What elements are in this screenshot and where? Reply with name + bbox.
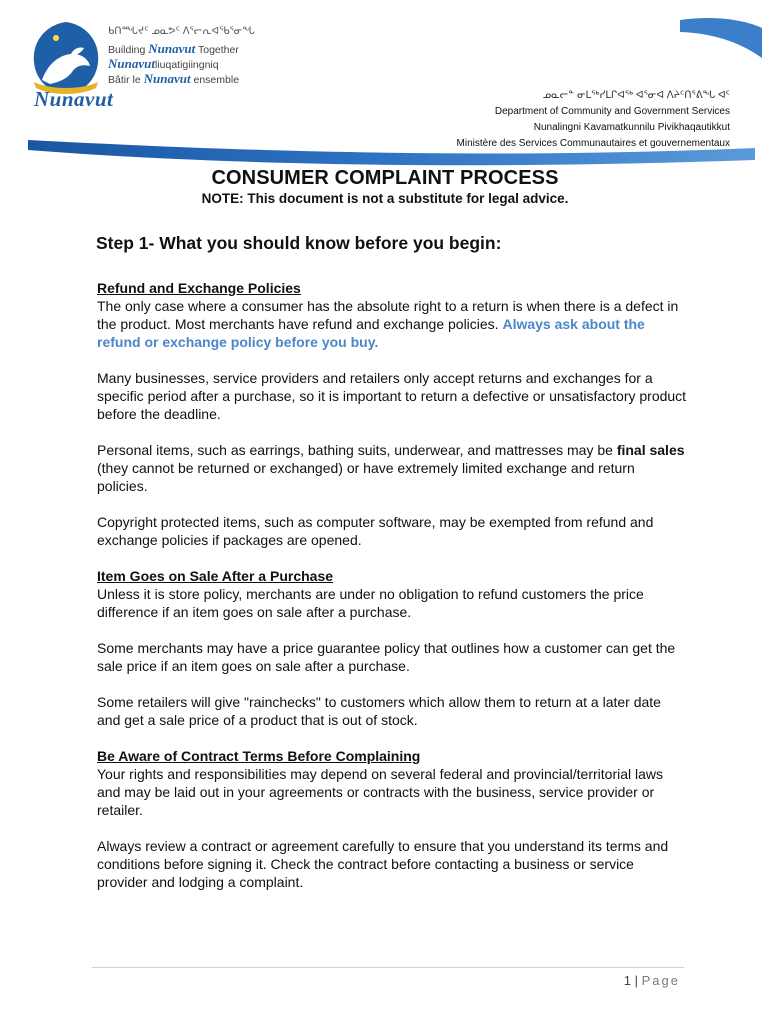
tagline-iu-nunavut: Nunavut — [108, 56, 155, 71]
paragraph-text: (they cannot be returned or exchanged) or have extremely limited exchange and return policies. — [97, 460, 635, 494]
tagline-syllabics: ᑲᑎᙵᔪᑦ ᓄᓇᕗᑦ ᐱᕐᓕᕆᐊᖃᕐᓂᖓ — [108, 26, 255, 37]
tagline-fr-nunavut: Nunavut — [143, 71, 191, 86]
paragraph-text: Personal items, such as earrings, bathing suits, underwear, and mattresses may be — [97, 442, 617, 458]
tagline-english — [108, 41, 239, 57]
tagline-fr-post: ensemble — [193, 74, 240, 86]
paragraph — [97, 441, 687, 495]
tagline-iu-post: liuqatigiingniq — [154, 59, 219, 71]
tagline-inuinnaqtun — [108, 56, 219, 72]
paragraph: Always review a contract or agreement carefully to ensure that you understand its terms and conditions before signing it. Check the contract before contacting a business or service provider and lodging a complaint. — [97, 838, 669, 890]
paragraph: Copyright protected items, such as computer software, may be exempted from refund and exchange policies if packages are opened. — [97, 514, 654, 548]
department-english: Department of Community and Government Services — [494, 106, 730, 117]
bold-term: final sales — [616, 442, 685, 458]
footer-separator: | — [634, 973, 638, 988]
page-label: Page — [641, 973, 680, 988]
tagline-en-pre: Building — [108, 44, 146, 56]
paragraph: Many businesses, service providers and retailers only accept returns and exchanges for a specific period after a purchase, so it is important to return a defective or unsatisfactory product before the deadline. — [97, 370, 687, 422]
section-heading-refund: Refund and Exchange Policies — [97, 280, 301, 296]
section-heading-sale: Item Goes on Sale After a Purchase — [97, 568, 334, 584]
footer-divider — [92, 967, 684, 968]
letterhead — [0, 0, 770, 175]
paragraph — [97, 297, 687, 351]
document-body — [97, 279, 687, 909]
paragraph: Your rights and responsibilities may depend on several federal and provincial/territorial laws and may be laid out in your agreements or contracts with the business, service provider or retailer. — [97, 766, 664, 818]
page-number: 1 — [623, 973, 631, 988]
step-heading: Step 1- What you should know before you begin: — [96, 233, 502, 253]
legal-note: NOTE: This document is not a substitute for legal advice. — [201, 191, 569, 206]
tagline-fr-pre: Bâtir le — [108, 74, 141, 86]
logo-wordmark: Nunavut — [34, 87, 114, 111]
tagline-french — [108, 71, 239, 87]
paragraph: Unless it is store policy, merchants are under no obligation to refund customers the price difference if an item goes on sale after a purchase. — [97, 586, 644, 620]
tagline-en-post: Together — [198, 44, 239, 56]
department-inuinnaqtun: Nunalingni Kavamatkunnilu Pivikhaqautikkut — [533, 122, 730, 133]
department-block — [457, 88, 730, 152]
document-title: CONSUMER COMPLAINT PROCESS — [211, 167, 559, 189]
section-heading-contract: Be Aware of Contract Terms Before Complaining — [97, 748, 421, 764]
page-footer — [624, 973, 680, 988]
paragraph-text: The only case where a consumer has the absolute right to a return is when there is a defect in the product. Most merchants have refund and exchange policies. — [97, 298, 679, 332]
highlighted-advice: Always ask about the refund or exchange policy before you buy. — [97, 316, 645, 350]
department-french: Ministère des Services Communautaires et gouvernementaux — [456, 138, 730, 149]
paragraph: Some merchants may have a price guarantee policy that outlines how a customer can get the sale price if an item goes on sale after a purchase. — [97, 640, 676, 674]
department-syllabics: ᓄᓇᓕᓐ ᓂᒪᕐᒃᓯᒪᒋᐊᖅ ᐊᕐᓂᐊ ᐱᔨᑦᑎᕐᕕᖓ ᐊᑦ — [542, 90, 730, 101]
paragraph: Some retailers will give "rainchecks" to customers which allow them to return at a later date and get a sale price of a product that is out of stock. — [97, 694, 661, 728]
tagline-en-nunavut: Nunavut — [148, 41, 196, 56]
